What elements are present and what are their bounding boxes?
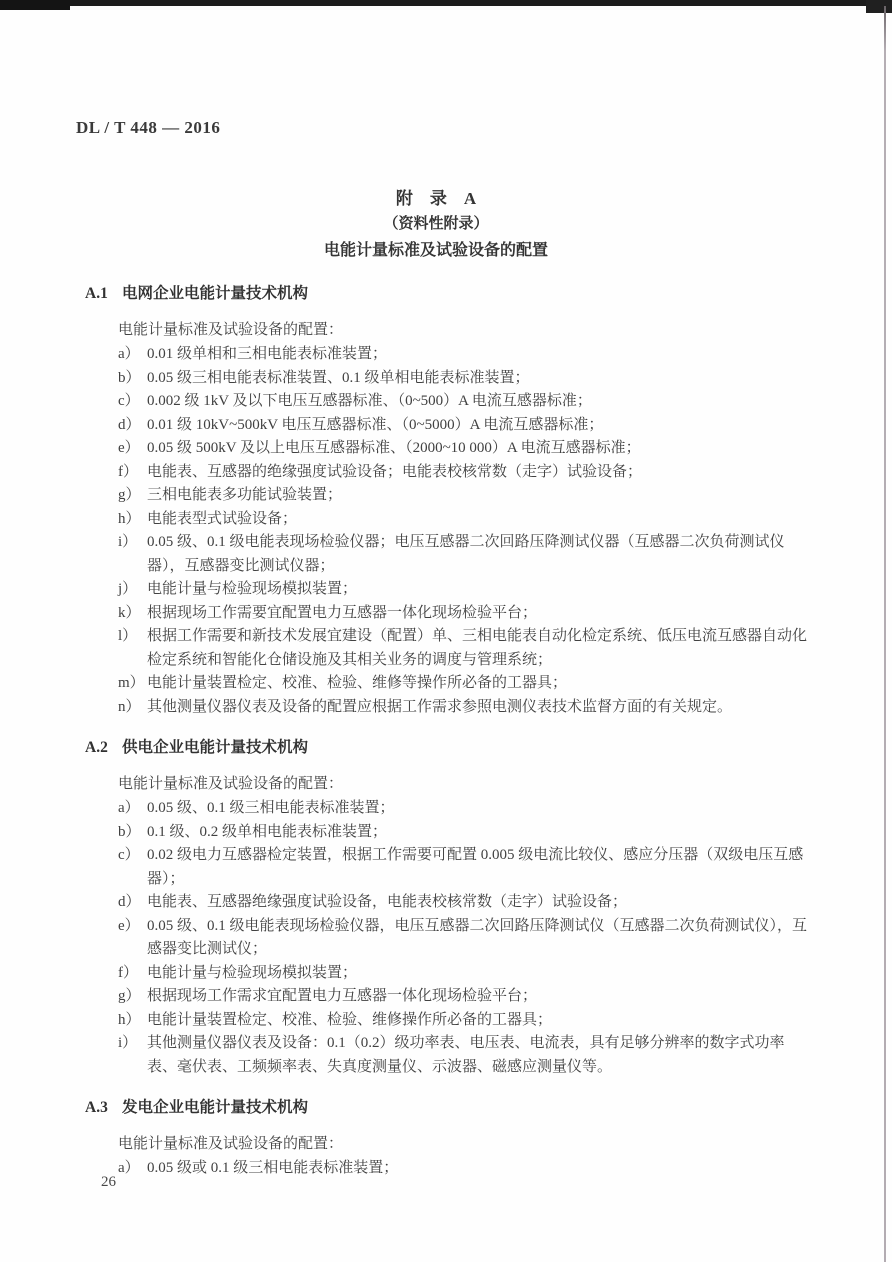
appendix-subtitle: （资料性附录） <box>383 216 489 232</box>
section-intro: 电能计量标准及试验设备的配置： <box>118 321 344 338</box>
list-item <box>0 484 892 508</box>
item-text: 其他测量仪器仪表及设备：0.1（0.2）级功率表、电压表、电流表，具有足够分辨率的数字式功率表、毫伏表、工频频率表、失真度测量仪、示波器、磁感应测量仪等。 <box>147 1035 785 1075</box>
item-text: 三相电能表多功能试验装置； <box>147 487 343 503</box>
item-text: 根据现场工作需求宜配置电力互感器一体化现场检验平台； <box>147 988 538 1004</box>
list-item <box>0 1009 892 1033</box>
document-header: DL / T 448 — 2016 <box>76 118 221 137</box>
item-label: i） <box>118 1035 138 1051</box>
item-text: 0.05 级、0.1 级电能表现场检验仪器；电压互感器二次回路压降测试仪器（互感器二次负荷测试仪器），互感器变比测试仪器； <box>147 534 785 574</box>
list-item <box>0 915 892 962</box>
item-label: b） <box>118 823 141 840</box>
list-item <box>0 1157 892 1181</box>
item-label: f） <box>118 463 138 480</box>
item-text: 0.05 级、0.1 级电能表现场检验仪器，电压互感器二次回路压降测试仪（互感器二次负荷测试仪），互感器变比测试仪； <box>147 917 808 957</box>
item-text: 电能计量装置检定、校准、检验、维修操作所必备的工器具； <box>147 1011 553 1028</box>
item-label: c） <box>118 847 140 863</box>
item-label: l） <box>118 628 138 644</box>
list-item <box>0 821 892 845</box>
item-text: 0.01 级单相和三相电能表标准装置； <box>147 346 388 362</box>
item-text: 0.05 级、0.1 级三相电能表标准装置； <box>147 800 395 816</box>
appendix-title-block <box>0 186 872 264</box>
item-text: 0.05 级 500kV 及以上电压互感器标准、（2000~10 000）A 电流互感器标准； <box>147 440 641 456</box>
list-item <box>0 578 892 602</box>
scan-artifact-top-right <box>866 0 892 13</box>
page-number: 26 <box>101 1174 116 1190</box>
item-text: 电能表、互感器的绝缘强度试验设备；电能表校核常数（走字）试验设备； <box>147 463 643 480</box>
list-item <box>0 625 892 672</box>
item-label: f） <box>118 964 138 981</box>
item-text: 0.05 级或 0.1 级三相电能表标准装置； <box>147 1160 399 1176</box>
section-a1 <box>0 282 892 719</box>
section-number: A.3 <box>85 1099 108 1116</box>
list-item <box>0 985 892 1009</box>
section-title: 供电企业电能计量技术机构 <box>122 739 309 756</box>
item-text: 根据工作需要和新技术发展宜建设（配置）单、三相电能表自动化检定系统、低压电流互感器自动化检定系统和智能化仓储设施及其相关业务的调度与管理系统； <box>147 628 808 668</box>
item-label: h） <box>118 1011 141 1028</box>
item-label: g） <box>118 988 141 1004</box>
item-label: d） <box>118 894 141 910</box>
scan-artifact-top-bar <box>0 0 892 6</box>
item-label: c） <box>118 393 140 409</box>
item-label: j） <box>118 581 138 597</box>
item-label: n） <box>118 698 141 715</box>
item-label: d） <box>118 416 141 433</box>
item-text: 其他测量仪器仪表及设备的配置应根据工作需求参照电测仪表技术监督方面的有关规定。 <box>147 698 733 715</box>
item-text: 电能计量装置检定、校准、检验、维修等操作所必备的工器具； <box>147 675 568 691</box>
section-title: 发电企业电能计量技术机构 <box>122 1099 309 1116</box>
item-text: 0.02 级电力互感器检定装置，根据工作需要可配置 0.005 级电流比较仪、感应分压器（双级电压互感器）； <box>147 847 804 887</box>
list-item <box>0 1032 892 1079</box>
section-a3 <box>0 1096 892 1181</box>
section-intro: 电能计量标准及试验设备的配置： <box>118 1135 344 1152</box>
item-text: 电能表、互感器绝缘强度试验设备，电能表校核常数（走字）试验设备； <box>147 894 628 910</box>
item-text: 0.1 级、0.2 级单相电能表标准装置； <box>147 823 388 840</box>
item-text: 电能计量与检验现场模拟装置； <box>147 581 358 597</box>
list-item <box>0 414 892 438</box>
item-label: a） <box>118 800 140 816</box>
list-item <box>0 696 892 720</box>
item-label: a） <box>118 1160 140 1176</box>
item-label: k） <box>118 604 141 621</box>
list-item <box>0 891 892 915</box>
section-number: A.2 <box>85 739 108 756</box>
list-item <box>0 962 892 986</box>
item-label: h） <box>118 510 141 527</box>
section-intro: 电能计量标准及试验设备的配置： <box>118 775 344 792</box>
list-item <box>0 797 892 821</box>
list-item <box>0 367 892 391</box>
list-item <box>0 461 892 485</box>
item-text: 电能表型式试验设备； <box>147 510 298 527</box>
appendix-title: 附 录 A <box>395 189 477 208</box>
item-label: e） <box>118 917 140 934</box>
list-item <box>0 437 892 461</box>
section-heading <box>0 736 892 760</box>
list-item <box>0 390 892 414</box>
item-text: 0.05 级三相电能表标准装置、0.1 级单相电能表标准装置； <box>147 369 530 386</box>
list-item <box>0 844 892 891</box>
item-text: 电能计量与检验现场模拟装置； <box>147 964 358 981</box>
item-label: b） <box>118 369 141 386</box>
list-item <box>0 531 892 578</box>
item-label: a） <box>118 346 140 362</box>
section-heading <box>0 282 892 306</box>
list-item <box>0 602 892 626</box>
item-label: m） <box>118 675 145 691</box>
item-label: i） <box>118 534 138 550</box>
appendix-heading: 电能计量标准及试验设备的配置 <box>323 242 548 259</box>
item-text: 根据现场工作需要宜配置电力互感器一体化现场检验平台； <box>147 604 538 621</box>
list-item <box>0 672 892 696</box>
item-text: 0.002 级 1kV 及以下电压互感器标准、（0~500）A 电流互感器标准； <box>147 393 592 409</box>
list-item <box>0 343 892 367</box>
item-label: g） <box>118 487 141 503</box>
list-item <box>0 508 892 532</box>
section-heading <box>0 1096 892 1120</box>
item-label: e） <box>118 440 140 456</box>
item-text: 0.01 级 10kV~500kV 电压互感器标准、（0~5000）A 电流互感器标准； <box>147 416 604 433</box>
section-a2 <box>0 736 892 1079</box>
document-body <box>0 282 892 1181</box>
scan-artifact-top-left <box>0 0 70 10</box>
section-title: 电网企业电能计量技术机构 <box>122 285 309 302</box>
section-number: A.1 <box>85 285 108 302</box>
